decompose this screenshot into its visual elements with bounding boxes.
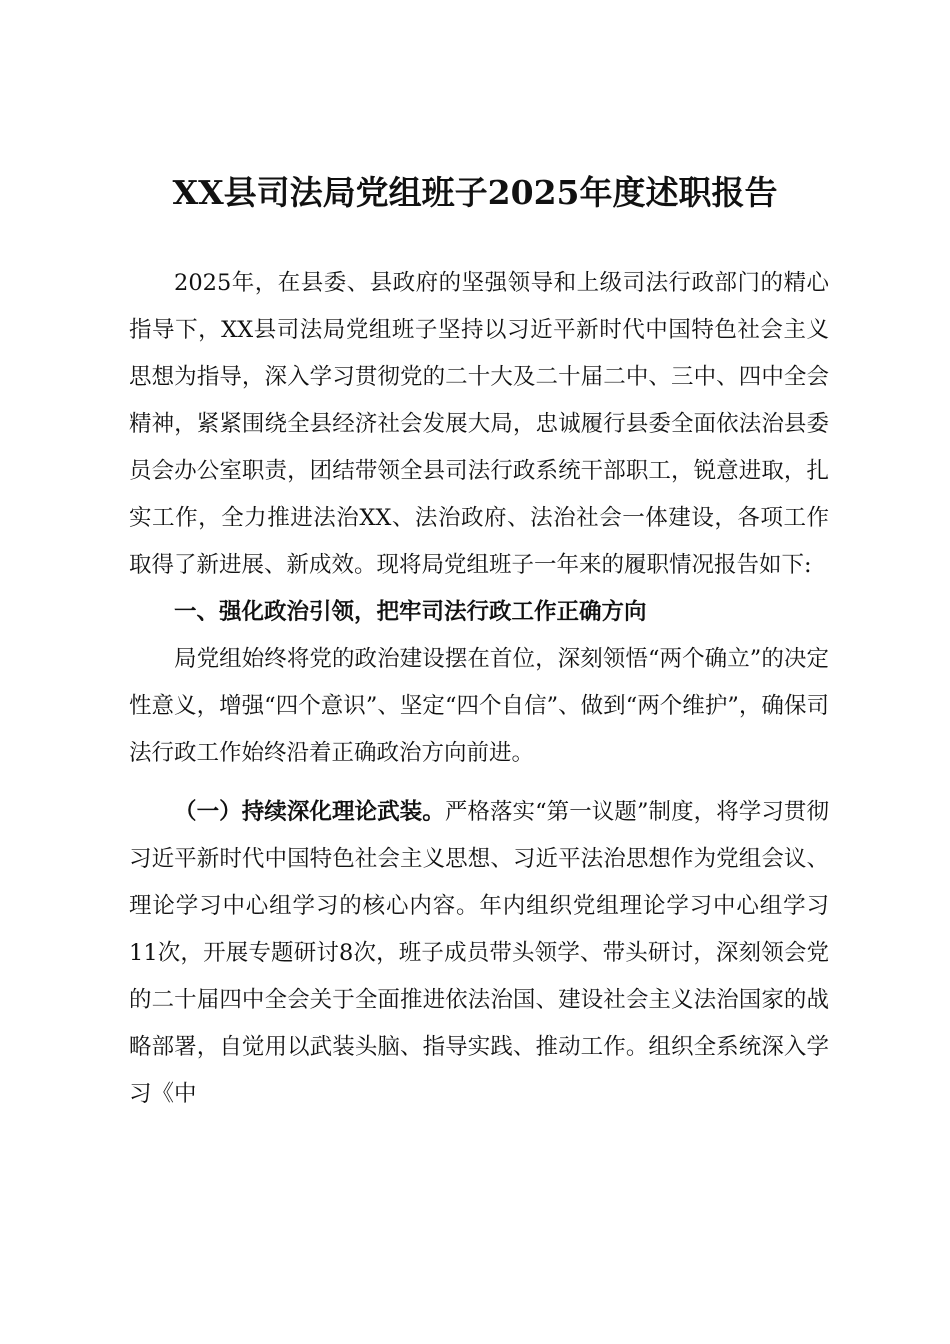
intro-paragraph: 2025年，在县委、县政府的坚强领导和上级司法行政部门的精心指导下，XX县司法局党组班子坚持以习近平新时代中国特色社会主义思想为指导，深入学习贯彻党的二十大及二十届二中、三中、四中全会精神，紧紧围绕全县经济社会发展大局，忠诚履行县委全面依法治县委员会办公室职责，团结带领全县司法行政系统干部职工，锐意进取，扎实工作，全力推进法治XX、法治政府、法治社会一体建设，各项工作取得了新进展、新成效。现将局党组班子一年来的履职情况报告如下: — [129, 270, 829, 578]
subsection-1-paragraph — [129, 789, 829, 1118]
subsection-1-text: 严格落实“第一议题”制度，将学习贯彻习近平新时代中国特色社会主义思想、习近平法治思想作为党组会议、理论学习中心组学习的核心内容。年内组织党组理论学习中心组学习11次，开展专题研讨8次，班子成员带头领学、带头研讨，深刻领会党的二十届四中全会关于全面推进依法治国、建设社会主义法治国家的战略部署，自觉用以武装头脑、指导实践、推动工作。组织全系统深入学习《中 — [129, 799, 829, 1107]
document-title: XX县司法局党组班子2025年度述职报告 — [172, 173, 778, 212]
section-1-paragraph: 局党组始终将党的政治建设摆在首位，深刻领悟“两个确立”的决定性意义，增强“四个意识”、坚定“四个自信”、做到“两个维护”，确保司法行政工作始终沿着正确政治方向前进。 — [129, 646, 829, 766]
subsection-1-lead: （一）持续深化理论武装。 — [174, 799, 445, 825]
paragraph-spacer — [129, 777, 829, 789]
document-body — [129, 260, 829, 1118]
section-heading-1: 一、强化政治引领，把牢司法行政工作正确方向 — [174, 599, 647, 625]
